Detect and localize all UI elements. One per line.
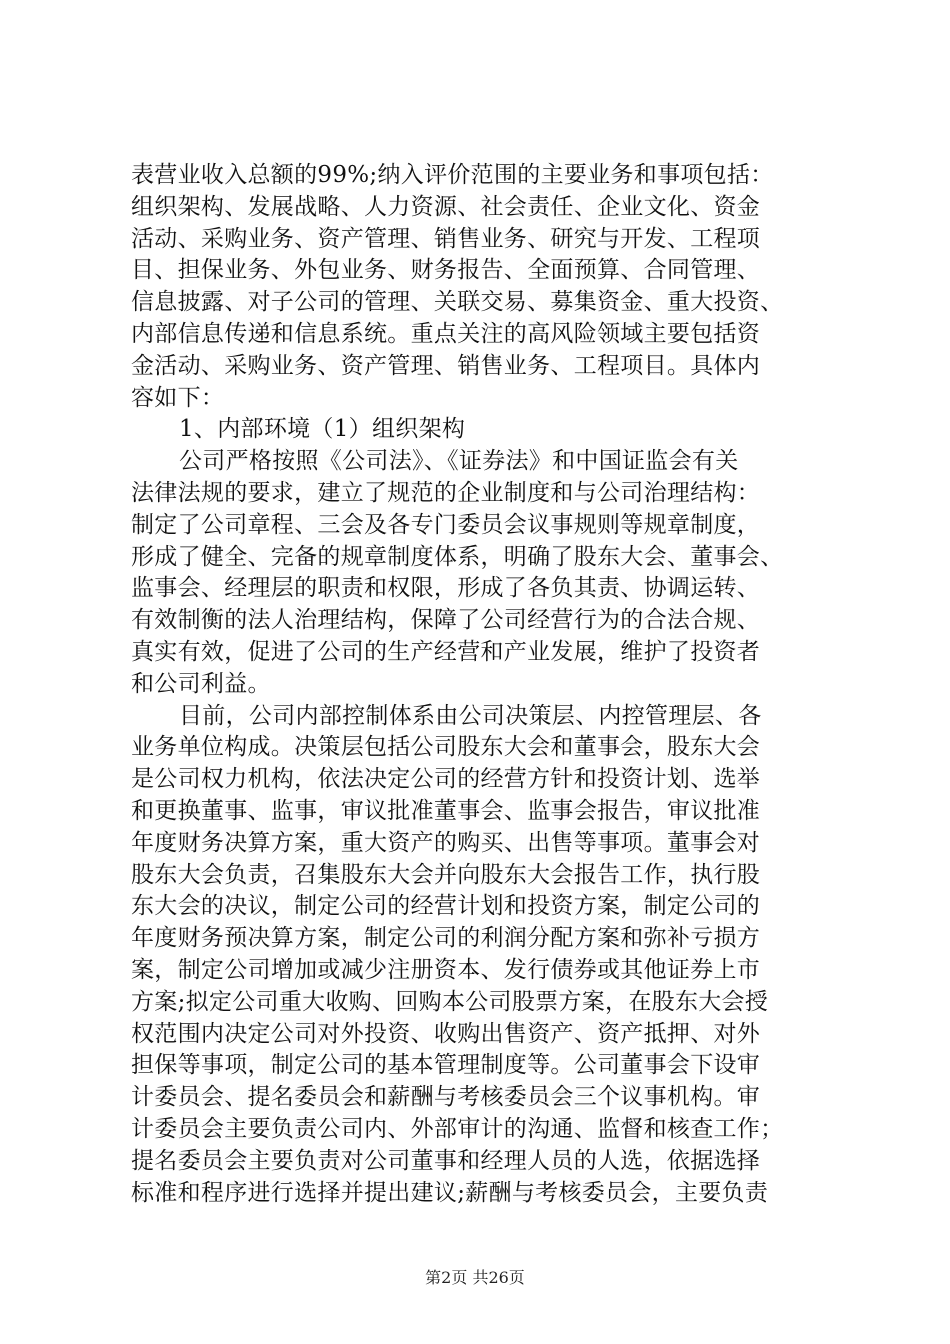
- text-line: 目前，公司内部控制体系由公司决策层、内控管理层、各: [179, 702, 762, 729]
- text-line: 公司严格按照《公司法》、《证券法》和中国证监会有关: [179, 448, 739, 475]
- text-line: 目、担保业务、外包业务、财务报告、全面预算、合同管理、: [131, 257, 761, 284]
- text-line: 年度财务预决算方案，制定公司的利润分配方案和弥补亏损方: [131, 925, 761, 952]
- text-line: 内部信息传递和信息系统。重点关注的高风险领域主要包括资: [131, 320, 761, 347]
- text-line: 案，制定公司增加或减少注册资本、发行债券或其他证券上市: [131, 956, 761, 983]
- text-line: 制定了公司章程、三会及各专门委员会议事规则等规章制度，: [131, 511, 761, 538]
- text-line: 和公司利益。: [131, 670, 271, 697]
- text-line: 活动、采购业务、资产管理、销售业务、研究与开发、工程项: [131, 225, 761, 252]
- text-line: 真实有效，促进了公司的生产经营和产业发展，维护了投资者: [131, 638, 761, 665]
- body-text: [131, 160, 843, 1209]
- text-line: 表营业收入总额的99%;纳入评价范围的主要业务和事项包括：: [131, 162, 774, 188]
- text-line: 容如下：: [131, 384, 225, 411]
- text-line: 方案;拟定公司重大收购、回购本公司股票方案，在股东大会授: [131, 988, 769, 1015]
- text-line: 法律法规的要求，建立了规范的企业制度和与公司治理结构：: [131, 479, 761, 506]
- text-line: 年度财务决算方案，重大资产的购买、出售等事项。董事会对: [131, 829, 761, 856]
- text-line: 权范围内决定公司对外投资、收购出售资产、资产抵押、对外: [131, 1020, 761, 1047]
- text-line: 监事会、经理层的职责和权限，形成了各负其责、协调运转、: [131, 575, 761, 602]
- text-line: 计委员会、提名委员会和薪酬与考核委员会三个议事机构。审: [131, 1084, 761, 1111]
- text-line: 东大会的决议，制定公司的经营计划和投资方案，制定公司的: [131, 893, 761, 920]
- text-line: 担保等事项，制定公司的基本管理制度等。公司董事会下设审: [131, 1052, 761, 1079]
- text-line: 股东大会负责，召集股东大会并向股东大会报告工作，执行股: [131, 861, 761, 888]
- text-line: 金活动、采购业务、资产管理、销售业务、工程项目。具体内: [131, 352, 761, 379]
- text-line: 信息披露、对子公司的管理、关联交易、募集资金、重大投资、: [131, 289, 784, 316]
- text-line: 有效制衡的法人治理结构，保障了公司经营行为的合法合规、: [131, 607, 761, 634]
- text-line: 是公司权力机构，依法决定公司的经营方针和投资计划、选举: [131, 766, 761, 793]
- text-line: 提名委员会主要负责对公司董事和经理人员的人选，依据选择: [131, 1147, 761, 1174]
- text-line: 标准和程序进行选择并提出建议;薪酬与考核委员会，主要负责: [131, 1179, 769, 1206]
- page-footer: 第2页 共26页: [425, 1268, 525, 1287]
- text-line: 和更换董事、监事，审议批准董事会、监事会报告，审议批准: [131, 797, 761, 824]
- text-line: 业务单位构成。决策层包括公司股东大会和董事会，股东大会: [131, 734, 761, 761]
- text-line: 形成了健全、完备的规章制度体系，明确了股东大会、董事会、: [131, 543, 784, 570]
- text-line: 计委员会主要负责公司内、外部审计的沟通、监督和核查工作；: [131, 1115, 784, 1142]
- text-line: 组织架构、发展战略、人力资源、社会责任、企业文化、资金: [131, 193, 761, 220]
- text-line: 1、内部环境（1）组织架构: [179, 416, 466, 443]
